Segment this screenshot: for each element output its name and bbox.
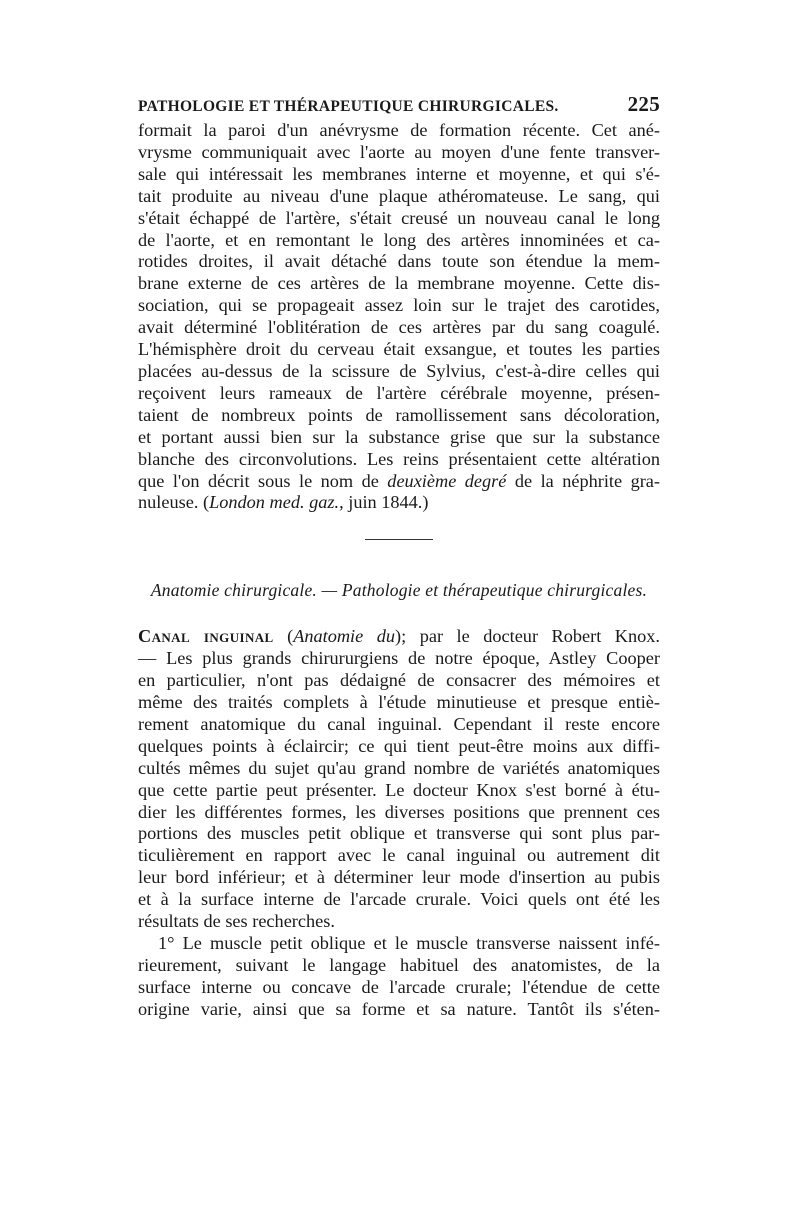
text-line: s'était échappé de l'artère, s'était creusé un nouveau canal le long: [138, 207, 660, 228]
text-line: et à la surface interne de l'arcade crurale. Voici quels ont été les: [138, 889, 660, 910]
text-fragment: (: [273, 626, 294, 647]
article-title: Canal inguinal: [138, 626, 274, 647]
text-line: avait déterminé l'oblitération de ces artères par du sang coagulé.: [138, 317, 660, 338]
text-line: tait produite au niveau d'une plaque athéromateuse. Le sang, qui: [138, 185, 660, 206]
text-line: brane externe de ces artères de la membrane moyenne. Cette dis-: [138, 273, 660, 294]
running-head-title: PATHOLOGIE ET THÉRAPEUTIQUE CHIRURGICALES.: [138, 98, 559, 115]
paragraph-anevrysme: [138, 120, 660, 514]
paragraph-point-1: [138, 933, 660, 1021]
page-number: 225: [627, 92, 660, 116]
text-line: [138, 471, 660, 493]
text-line: et portant aussi bien sur la substance grise que sur la substance: [138, 426, 660, 447]
text-line: que cette partie peut présenter. Le docteur Knox s'est borné à étu-: [138, 779, 660, 800]
text-line: rement anatomique du canal inguinal. Cependant il reste encore: [138, 713, 660, 734]
article-title-italic: Anatomie du: [293, 626, 396, 647]
text-line: sociation, qui se propageait assez loin sur le trajet des carotides,: [138, 295, 660, 316]
text-line: rotides droites, il avait détaché dans toute son étendue la mem-: [138, 251, 660, 272]
text-line: [138, 492, 660, 514]
article-first-line: [138, 626, 660, 648]
text-fragment: , juin 1844.): [339, 492, 429, 513]
article-canal-inguinal: [138, 626, 660, 933]
text-line: placées au-dessus de la scissure de Sylvius, c'est-à-dire celles qui: [138, 360, 660, 381]
text-line: résultats de ses recherches.: [138, 911, 335, 932]
text-line: vrysme communiquait avec l'aorte au moyen d'une fente transver-: [138, 141, 660, 162]
text-line: dier les différentes formes, les diverses positions que prennent ces: [138, 801, 660, 822]
section-divider: [365, 539, 433, 540]
text-line: leur bord inférieur; et à déterminer leur mode d'insertion au pubis: [138, 867, 660, 888]
text-line: — Les plus grands chirururgiens de notre époque, Astley Cooper: [138, 648, 660, 669]
text-line: sale qui intéressait les membranes interne et moyenne, et qui s'é-: [138, 163, 660, 184]
text-fragment: de la néphrite gra-: [506, 470, 660, 491]
text-line: même des traités complets à l'étude minutieuse et presque entiè-: [138, 692, 660, 713]
book-page: [138, 92, 660, 1021]
text-line: ticulièrement en rapport avec le canal inguinal ou autrement dit: [138, 845, 660, 866]
text-line: cultés mêmes du sujet qu'au grand nombre de variétés anatomiques: [138, 757, 660, 778]
italic-term: deuxième degré: [387, 470, 507, 491]
text-line: formait la paroi d'un anévrysme de formation récente. Cet ané-: [138, 120, 660, 140]
text-line: origine varie, ainsi que sa forme et sa nature. Tantôt ils s'éten-: [138, 998, 660, 1019]
section-heading: Anatomie chirurgicale. — Pathologie et thérapeutique chirurgicales.: [150, 580, 648, 601]
text-fragment: que l'on décrit sous le nom de: [138, 470, 379, 491]
text-fragment: nuleuse. (: [138, 492, 210, 513]
text-line: de l'aorte, et en remontant le long des artères innominées et ca-: [138, 229, 660, 250]
running-head: [138, 92, 660, 120]
text-line: reçoivent leurs rameaux de l'artère cérébrale moyenne, présen-: [138, 382, 660, 403]
text-line: en particulier, n'ont pas dédaigné de consacrer des mémoires et: [138, 670, 660, 691]
text-line: rieurement, suivant le langage habituel des anatomistes, de la: [138, 954, 660, 975]
text-line: quelques points à éclaircir; ce qui tient peut-être moins aux diffi-: [138, 735, 660, 756]
text-line: 1° Le muscle petit oblique et le muscle transverse naissent infé-: [158, 933, 660, 953]
text-line: L'hémisphère droit du cerveau était exsangue, et toutes les parties: [138, 339, 660, 360]
text-line: surface interne ou concave de l'arcade crurale; l'étendue de cette: [138, 976, 660, 997]
text-line: taient de nombreux points de ramollissement sans décoloration,: [138, 404, 660, 425]
text-line: portions des muscles petit oblique et transverse qui sont plus par-: [138, 823, 660, 844]
text-fragment: ); par le docteur Robert Knox.: [395, 626, 660, 647]
text-line: blanche des circonvolutions. Les reins présentaient cette altération: [138, 448, 660, 469]
source-citation: London med. gaz.: [209, 492, 340, 513]
